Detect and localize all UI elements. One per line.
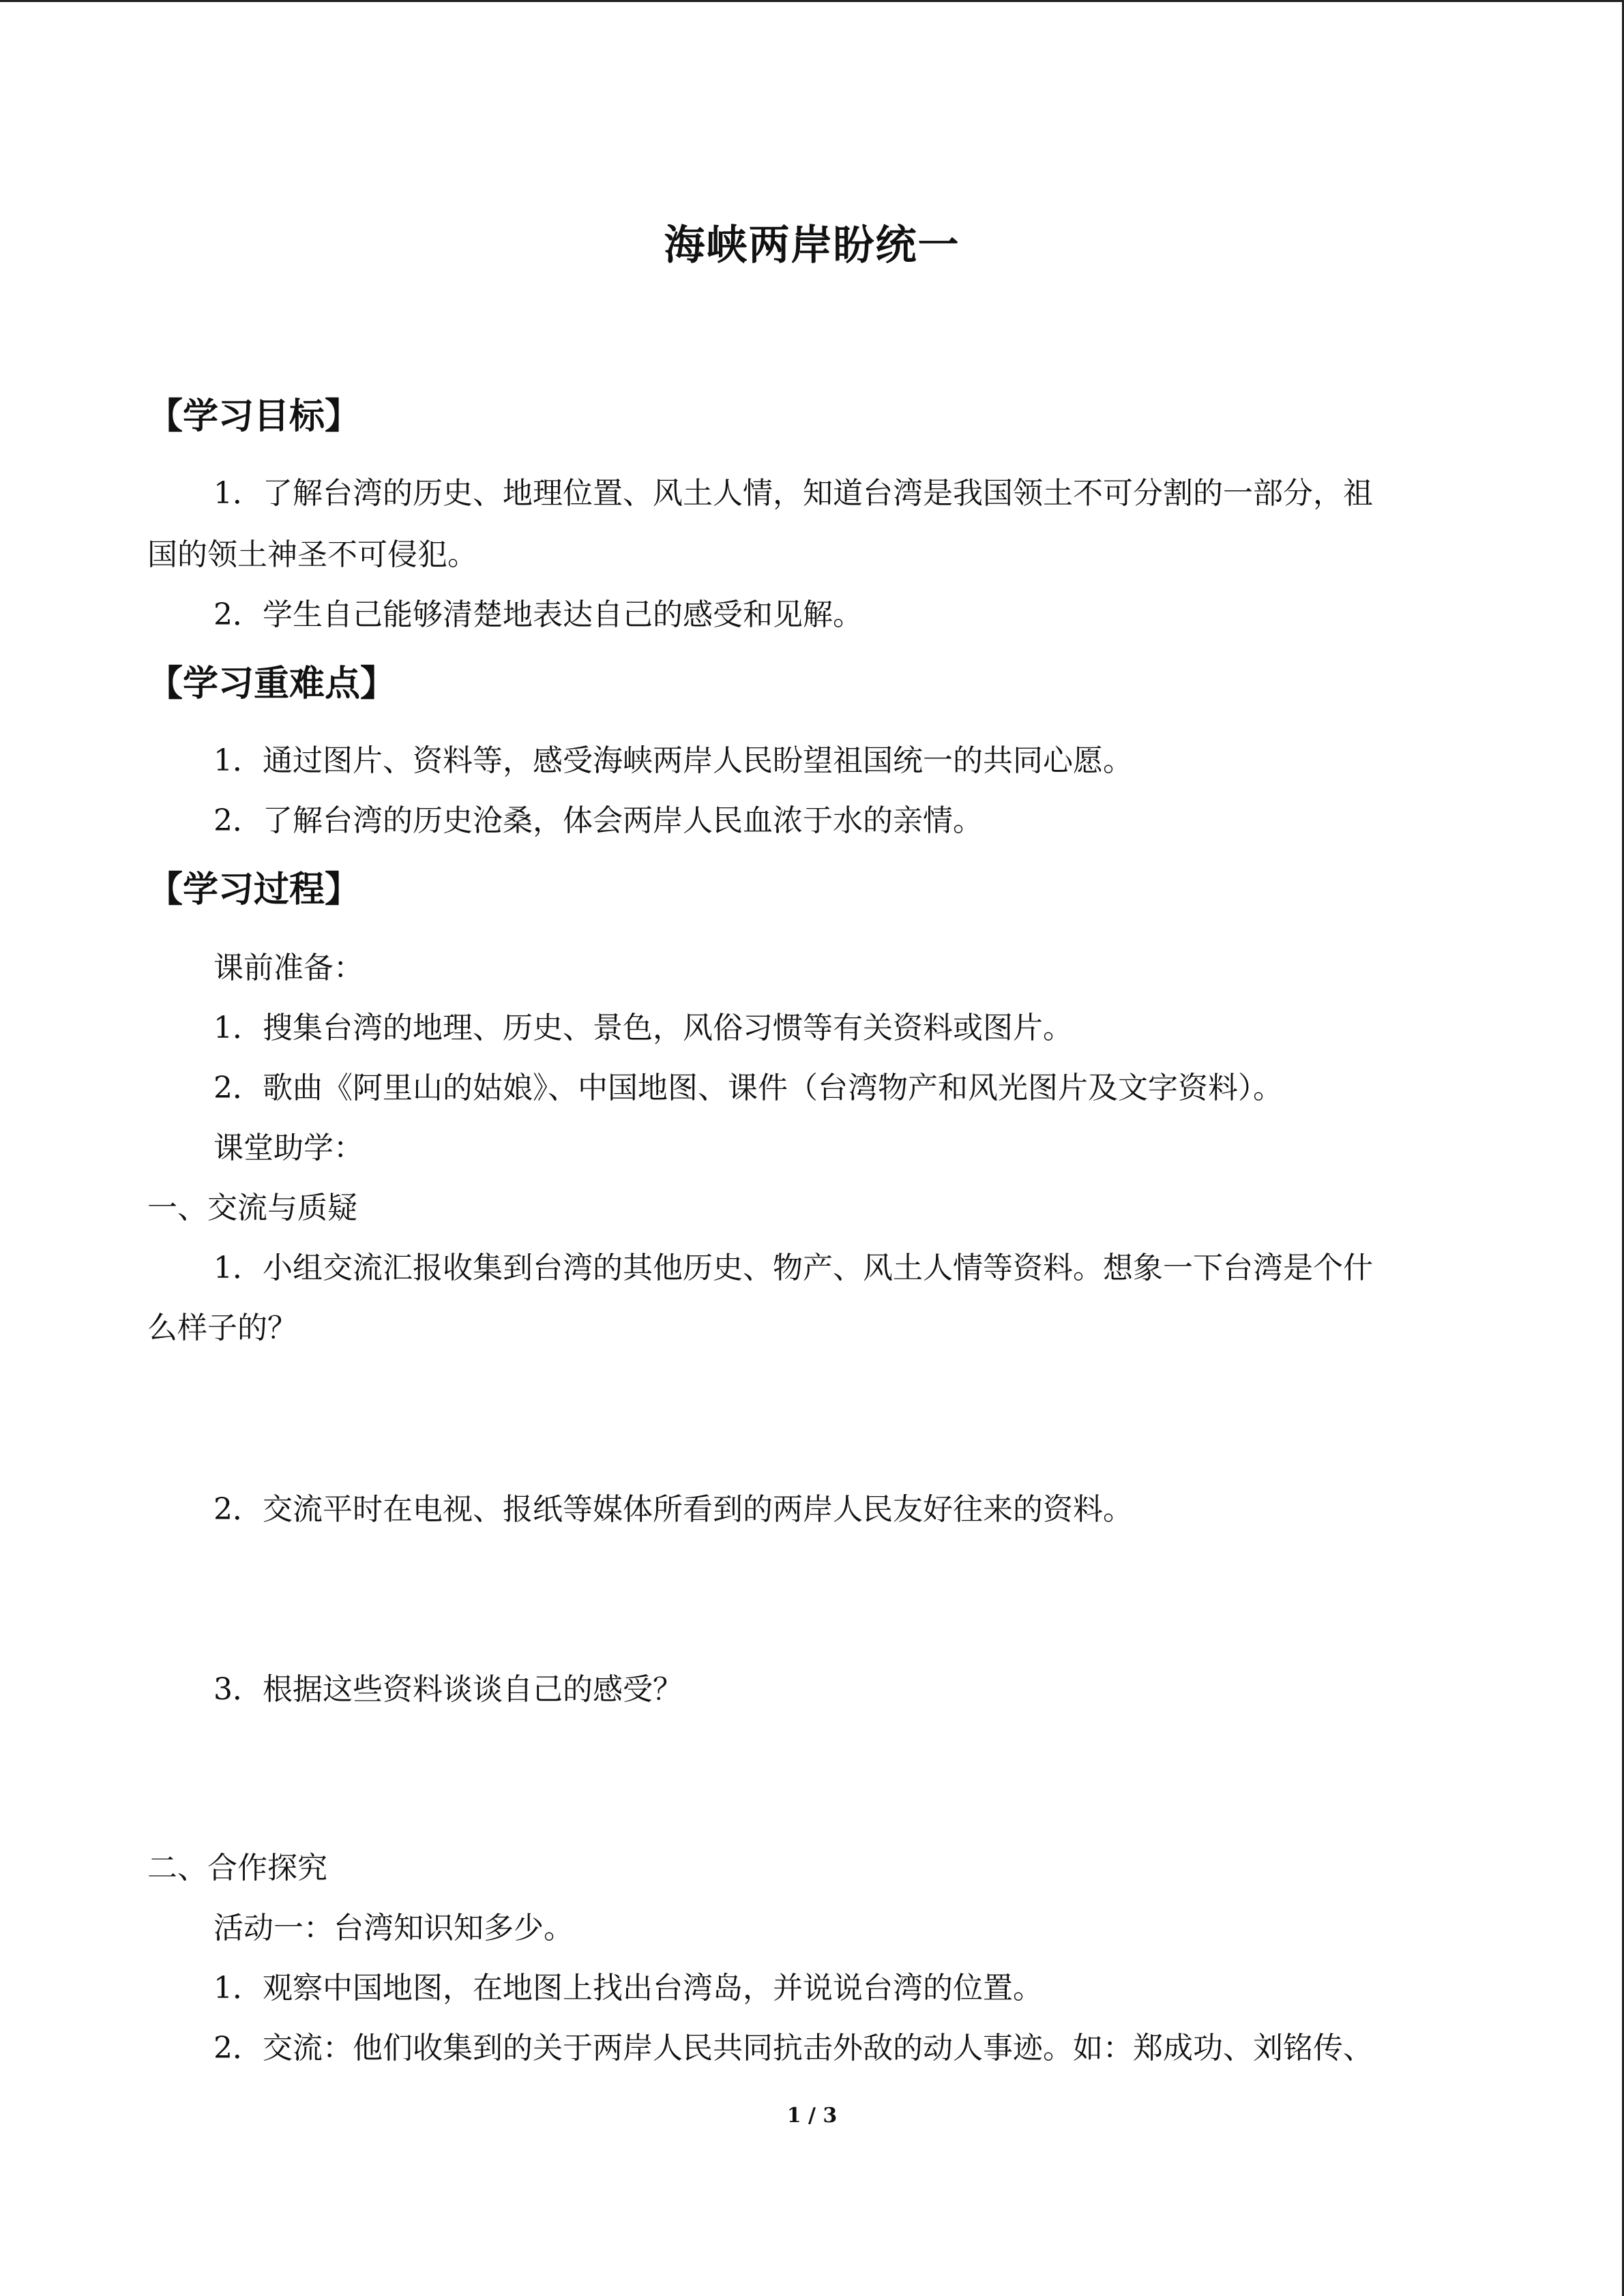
part1-question-1-line-1: 1．小组交流汇报收集到台湾的其他历史、物产、风土人情等资料。想象一下台湾是个什 <box>213 1251 1373 1285</box>
section-heading-process: 【学习过程】 <box>147 869 361 910</box>
part1-question-3: 3．根据这些资料谈谈自己的感受？ <box>213 1672 683 1707</box>
page-number: 1 / 3 <box>786 2104 838 2128</box>
goal-1-line-1: 1．了解台湾的历史、地理位置、风土人情，知道台湾是我国领土不可分割的一部分，祖 <box>213 476 1373 511</box>
section-heading-keypoints: 【学习重难点】 <box>147 664 396 704</box>
activity-1-title: 活动一：台湾知识知多少。 <box>213 1911 574 1945</box>
activity-1-question-1: 1．观察中国地图，在地图上找出台湾岛，并说说台湾的位置。 <box>213 1971 1043 2006</box>
activity-1-question-2: 2．交流：他们收集到的关于两岸人民共同抗击外敌的动人事迹。如：郑成功、刘铭传、 <box>213 2031 1373 2066</box>
part1-question-2: 2．交流平时在电视、报纸等媒体所看到的两岸人民友好往来的资料。 <box>213 1492 1133 1527</box>
prep-label: 课前准备： <box>213 951 364 985</box>
goal-1-line-2: 国的领土神圣不可侵犯。 <box>147 537 477 572</box>
goal-2: 2．学生自己能够清楚地表达自己的感受和见解。 <box>213 597 863 632</box>
page-title: 海峡两岸盼统一 <box>664 222 960 269</box>
part1-heading: 一、交流与质疑 <box>147 1191 357 1225</box>
prep-item-1: 1．搜集台湾的地理、历史、景色，风俗习惯等有关资料或图片。 <box>213 1011 1073 1045</box>
part1-question-1-line-2: 么样子的？ <box>147 1311 297 1345</box>
section-heading-goals: 【学习目标】 <box>147 396 361 437</box>
part2-heading: 二、合作探究 <box>147 1851 327 1885</box>
prep-item-2: 2．歌曲《阿里山的姑娘》、中国地图、课件（台湾物产和风光图片及文字资料）。 <box>213 1071 1283 1105</box>
top-border <box>0 0 1624 2</box>
class-label: 课堂助学： <box>213 1131 364 1165</box>
keypoint-1: 1．通过图片、资料等，感受海峡两岸人民盼望祖国统一的共同心愿。 <box>213 743 1133 778</box>
keypoint-2: 2．了解台湾的历史沧桑，体会两岸人民血浓于水的亲情。 <box>213 803 983 838</box>
